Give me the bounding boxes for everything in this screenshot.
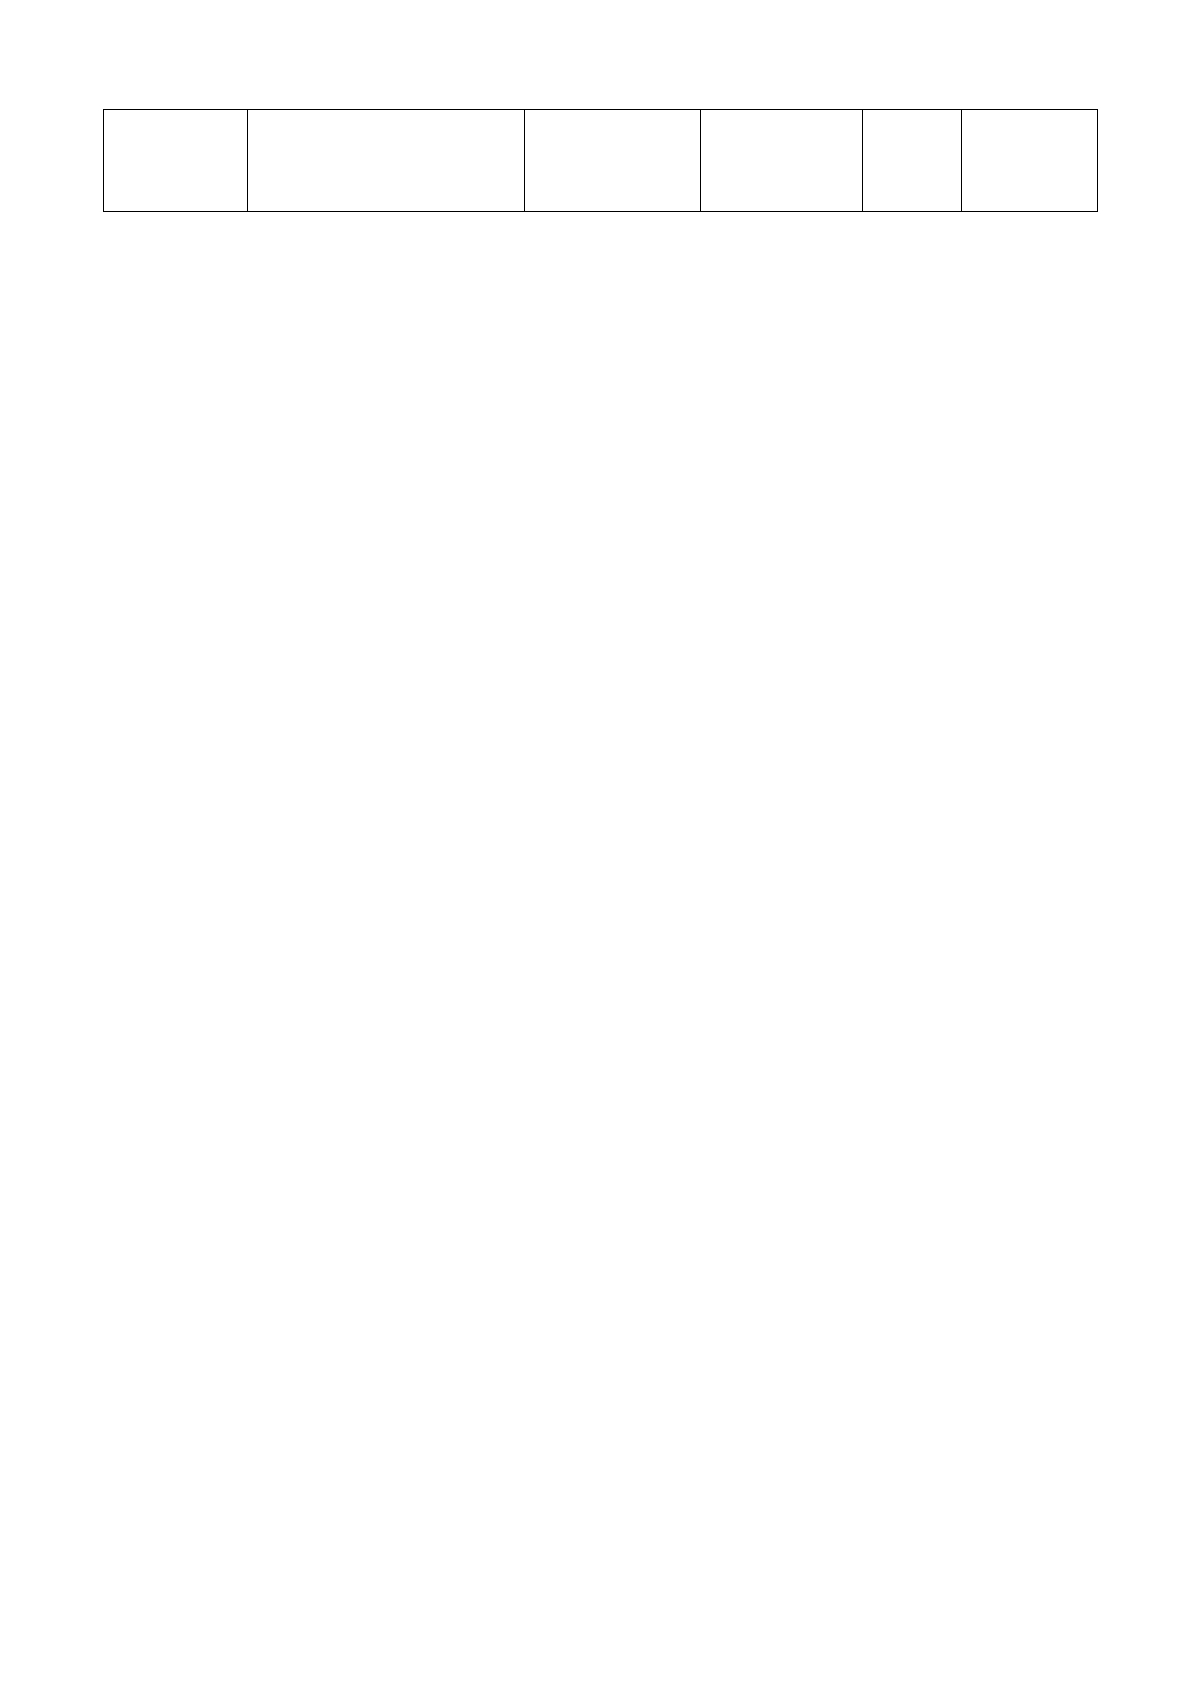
- header-profession: [104, 110, 248, 212]
- header-works: [248, 110, 525, 212]
- header-need: [962, 110, 1098, 212]
- header-life: [863, 110, 962, 212]
- section-header: [104, 110, 1098, 212]
- header-unit: [701, 110, 863, 212]
- header-materials: [525, 110, 701, 212]
- header-row: [104, 110, 1098, 212]
- document-sheet: [103, 109, 1098, 212]
- materials-table: [103, 109, 1098, 212]
